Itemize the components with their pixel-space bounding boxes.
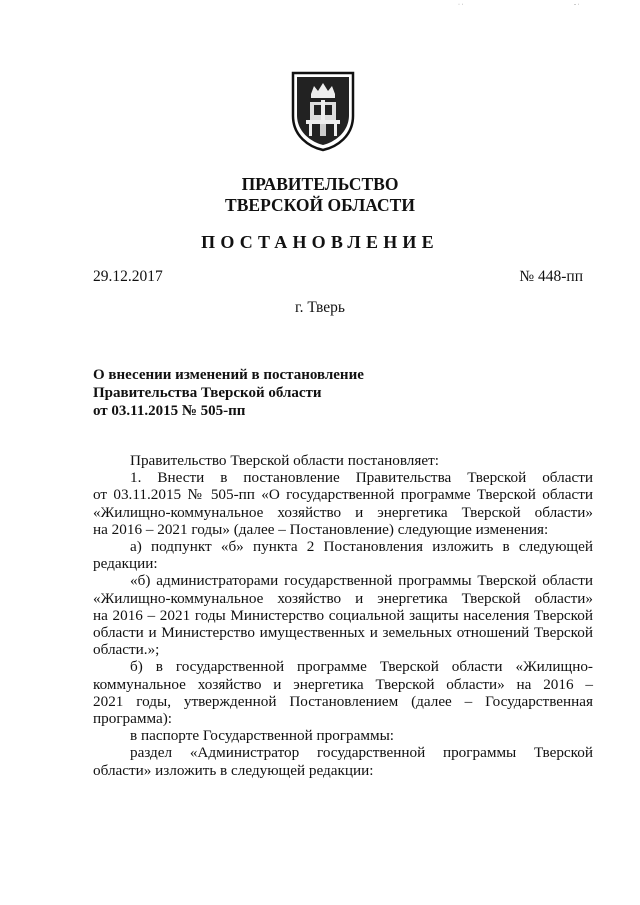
body-line: на 2016 – 2021 годы» (далее – Постановление) следующие изменения:: [93, 520, 549, 538]
document-number: № 448-пп: [519, 268, 583, 285]
body-line: а) подпункт «б» пункта 2 Постановления изложить в следующей: [130, 538, 593, 556]
subject-line: Правительства Тверской области: [93, 385, 322, 401]
body-line: «Жилищно-коммунальное хозяйство и энергетика Тверской области»: [93, 589, 593, 607]
body-line: «Жилищно-коммунальное хозяйство и энергетика Тверской области»: [93, 503, 593, 521]
body-line: на 2016 – 2021 годы Министерство социальной защиты населения Тверской: [93, 606, 593, 624]
body-line: Правительство Тверской области постановляет:: [130, 452, 439, 469]
tver-coat-of-arms-icon: [290, 70, 356, 152]
document-city: г. Тверь: [295, 299, 345, 316]
issuing-authority: [0, 174, 640, 216]
body-line: в паспорте Государственной программы:: [130, 727, 395, 745]
subject-line: О внесении изменений в постановление: [93, 367, 364, 383]
document-subject: [93, 366, 433, 420]
scan-mark: · ·: [458, 2, 464, 8]
body-line: «б) администраторами государственной программы Тверской области: [130, 572, 593, 590]
document-type: ПОСТАНОВЛЕНИЕ: [201, 232, 439, 252]
body-line: 1. Внести в постановление Правительства Тверской области: [130, 469, 593, 487]
body-line: области» изложить в следующей редакции:: [93, 761, 374, 779]
body-line: программа):: [93, 710, 173, 728]
body-line: от 03.11.2015 № 505-пп «О государственной программе Тверской области: [93, 486, 593, 504]
document-body: [93, 452, 593, 779]
body-line: редакции:: [93, 555, 158, 573]
body-line: раздел «Администратор государственной программы Тверской: [130, 744, 593, 762]
body-line: области.»;: [93, 641, 160, 659]
authority-line-1: ПРАВИТЕЛЬСТВО: [241, 174, 399, 194]
authority-line-2: ТВЕРСКОЙ ОБЛАСТИ: [225, 195, 415, 215]
body-line: области и Министерство имущественных и земельных отношений Тверской: [93, 624, 593, 642]
subject-line: от 03.11.2015 № 505-пп: [93, 403, 246, 419]
scan-mark: - ·: [574, 2, 580, 8]
body-line: 2021 годы, утвержденной Постановлением (далее – Государственная: [93, 692, 593, 710]
body-line: б) в государственной программе Тверской области «Жилищно-: [130, 658, 593, 676]
document-date: 29.12.2017: [93, 268, 163, 285]
body-line: коммунальное хозяйство и энергетика Тверской области» на 2016 –: [93, 675, 593, 693]
